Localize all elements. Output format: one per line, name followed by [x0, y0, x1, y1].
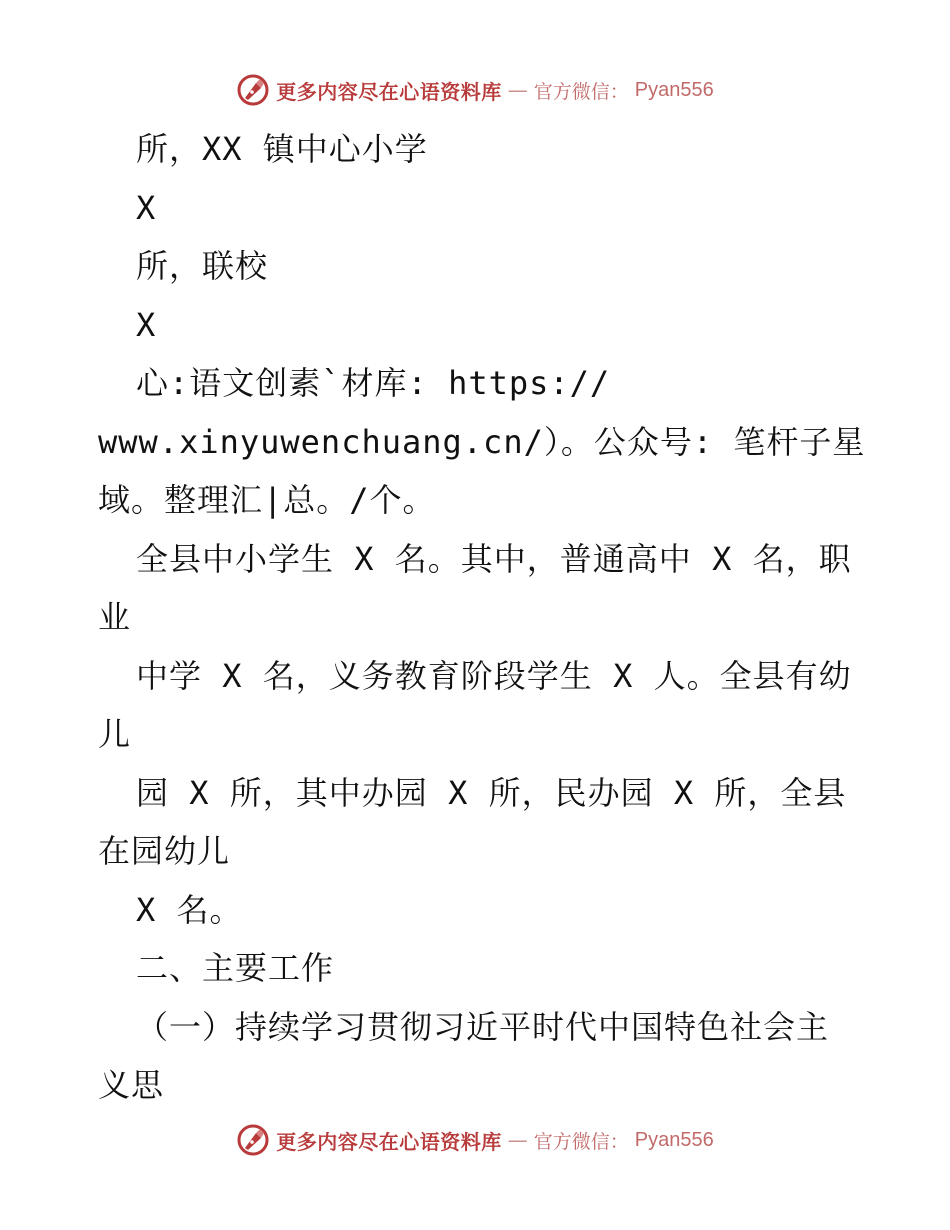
text-line: 所，联校	[136, 247, 269, 285]
header-banner	[0, 70, 950, 110]
banner-contact-id: Pyan556	[634, 78, 714, 101]
banner-dash: —	[507, 1128, 528, 1152]
text-line: X	[136, 188, 157, 227]
text-line: 义思	[98, 1066, 165, 1104]
text-line: 心:语文创素`材库: https://	[136, 364, 611, 402]
text-line: www.xinyuwenchuang.cn/）。公众号: 笔杆子星	[98, 422, 866, 461]
text-line: 在园幼儿	[98, 832, 231, 870]
text-line: 儿	[98, 715, 132, 753]
text-line: 业	[98, 598, 132, 636]
text-line: 中学 X 名，义务教育阶段学生 X 人。全县有幼	[136, 656, 852, 695]
banner-slogan: 更多内容尽在心语资料库	[276, 79, 502, 104]
text-line: 全县中小学生 X 名。其中，普通高中 X 名，职	[136, 539, 852, 578]
footer-banner	[0, 1120, 950, 1160]
banner-contact-id: Pyan556	[634, 1128, 714, 1151]
banner-contact-label: 官方微信：	[533, 1130, 629, 1153]
pen-nib-logo-icon	[236, 73, 270, 107]
text-line: 园 X 所，其中办园 X 所，民办园 X 所，全县	[136, 773, 847, 812]
text-line: X	[136, 305, 157, 344]
banner-slogan: 更多内容尽在心语资料库	[276, 1129, 502, 1154]
banner-content	[236, 73, 713, 107]
subsection-heading: （一）持续学习贯彻习近平时代中国特色社会主	[136, 1007, 830, 1046]
pen-nib-logo-icon	[236, 1123, 270, 1157]
banner-contact-label: 官方微信：	[533, 80, 629, 103]
text-line: 所，XX 镇中心小学	[136, 130, 428, 168]
text-line: X 名。	[136, 890, 243, 929]
section-heading: 二、主要工作	[136, 949, 335, 987]
banner-content	[236, 1123, 713, 1157]
banner-dash: —	[507, 78, 528, 102]
document-body	[98, 120, 868, 1115]
text-line: 域。整理汇|总。/个。	[98, 481, 436, 519]
